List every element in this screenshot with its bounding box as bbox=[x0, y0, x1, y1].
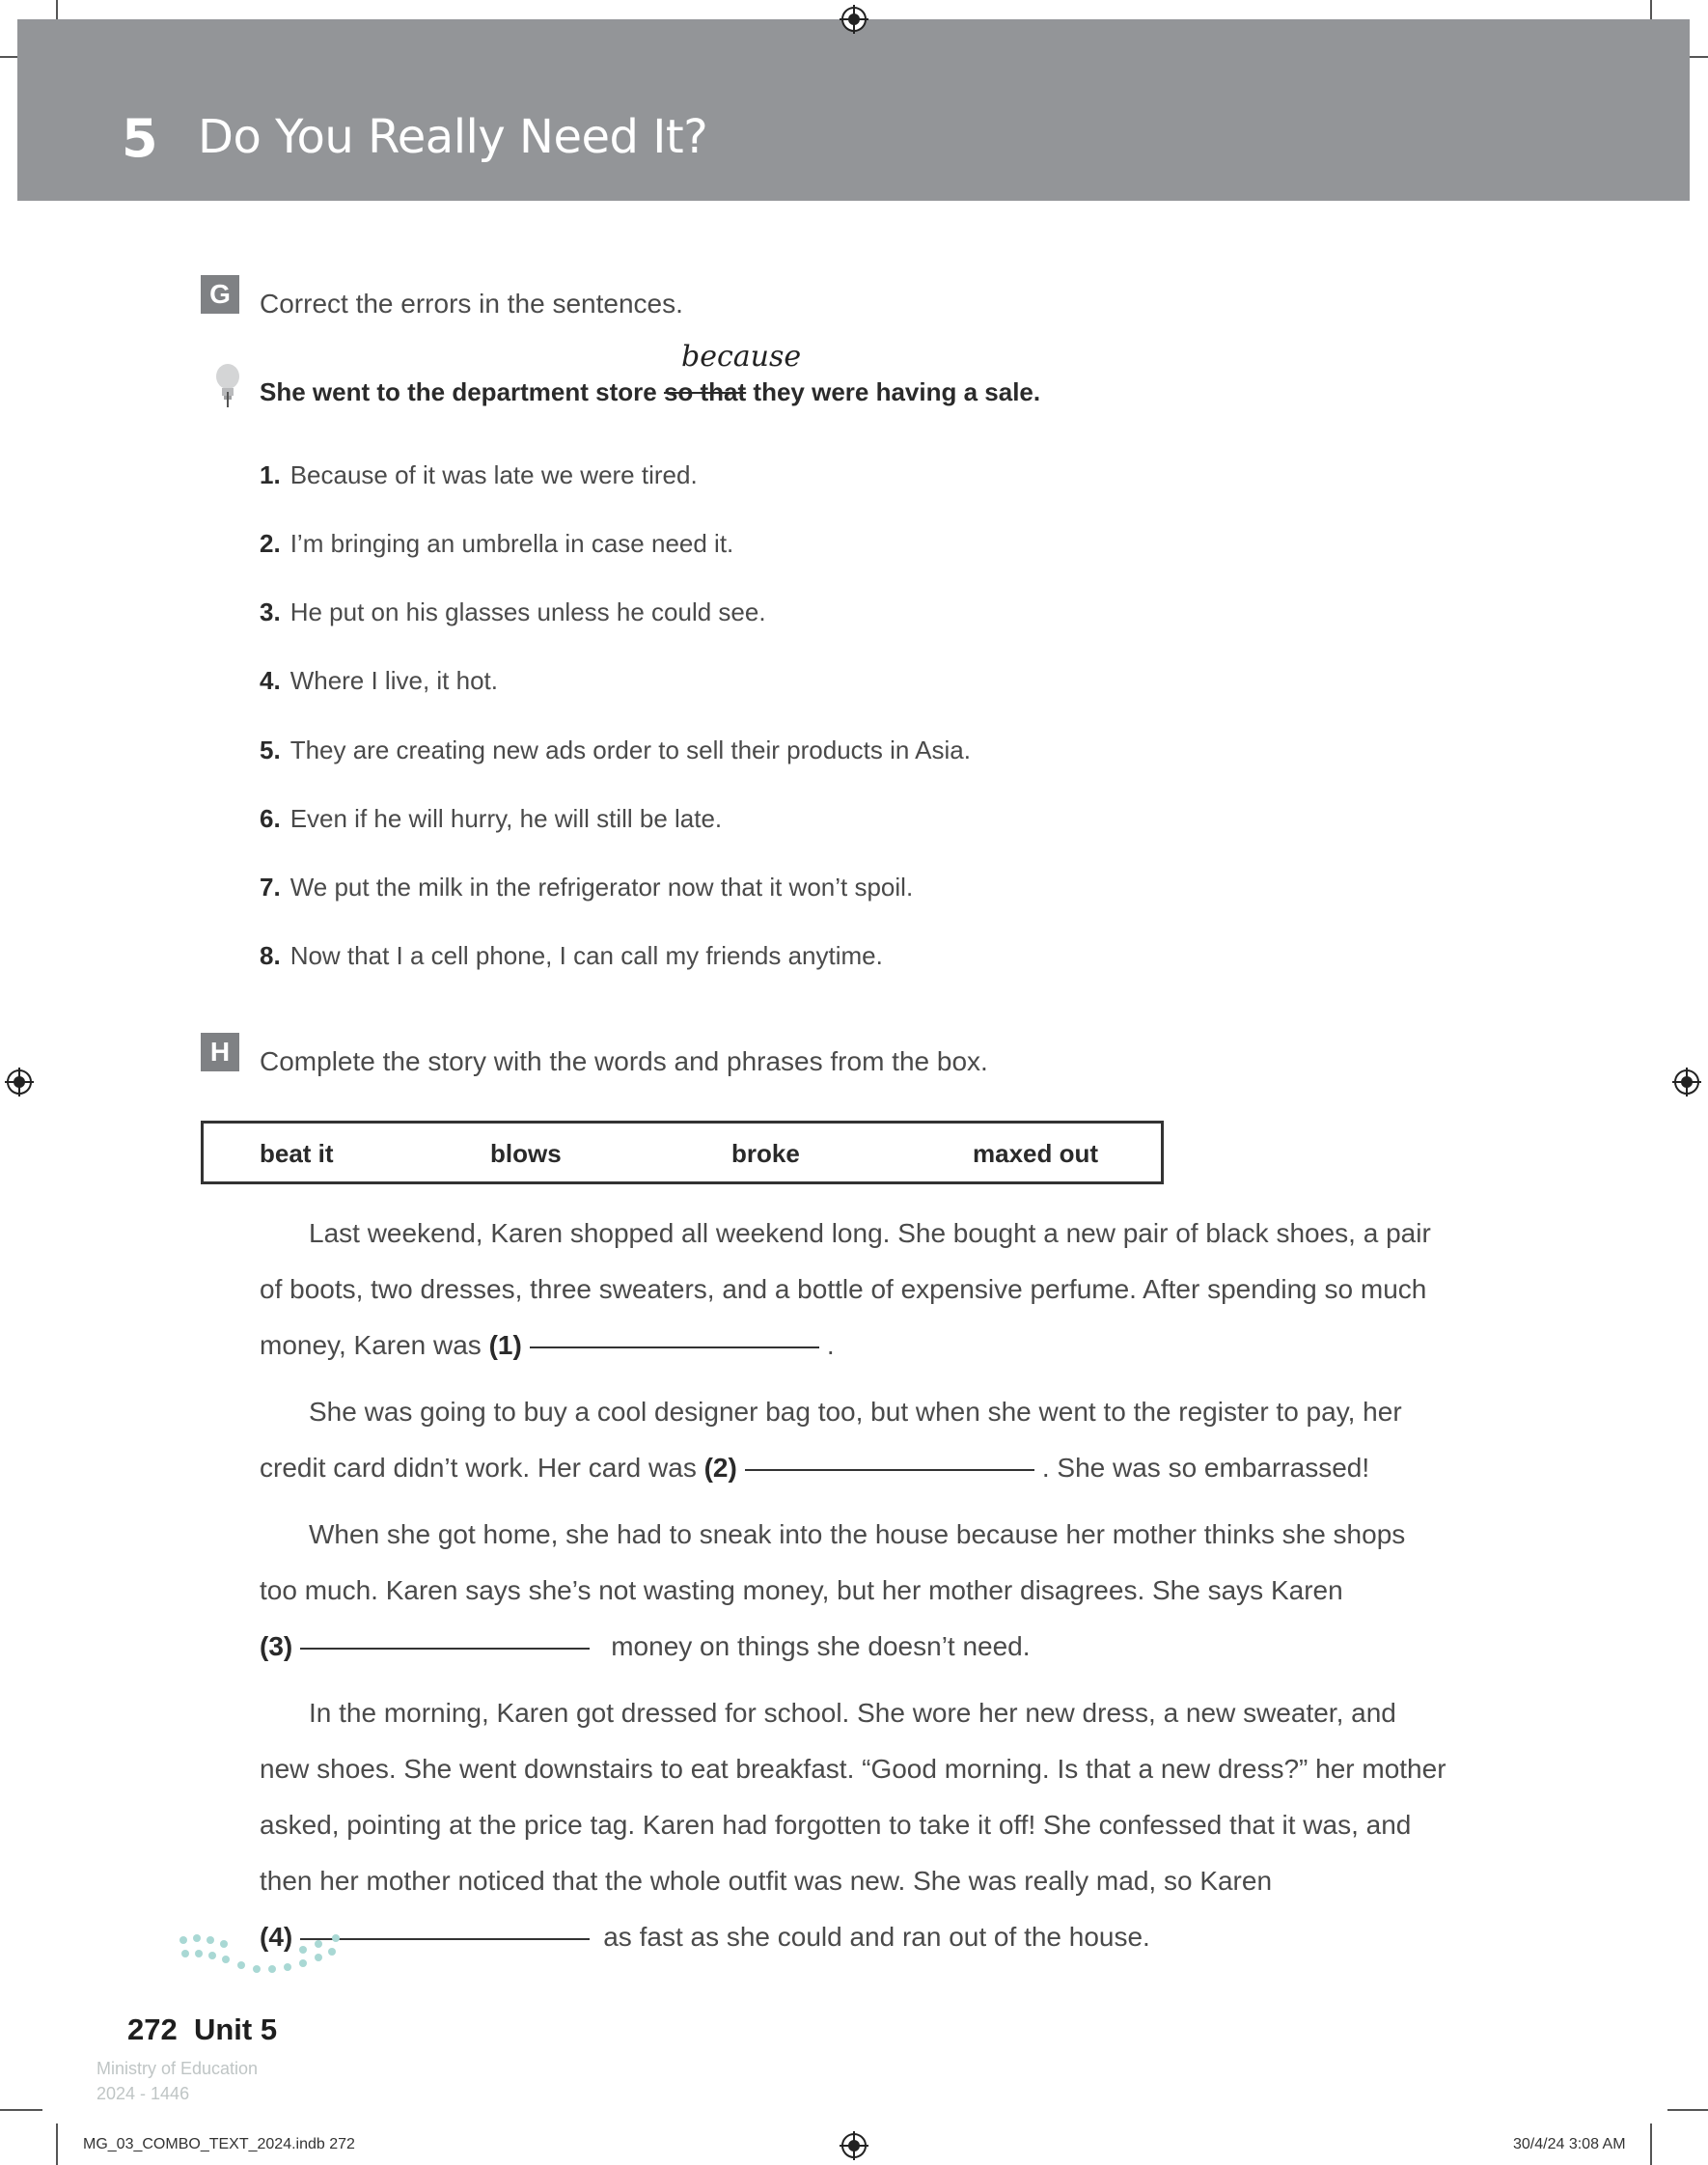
blank-label: (1) bbox=[488, 1330, 522, 1360]
blank-2-field[interactable] bbox=[745, 1468, 1034, 1471]
story-line: money, Karen was (1) . bbox=[260, 1330, 835, 1360]
print-slug-left: MG_03_COMBO_TEXT_2024.indb 272 bbox=[83, 2136, 355, 2152]
blank-label: (3) bbox=[260, 1631, 293, 1661]
list-item: 1. Because of it was late we were tired. bbox=[260, 460, 698, 489]
blank-3-field[interactable] bbox=[300, 1647, 590, 1650]
story-line: then her mother noticed that the whole outfit was new. She was really mad, so Karen bbox=[260, 1866, 1273, 1896]
story-line: Last weekend, Karen shopped all weekend long. She bought a new pair of black shoes, a pair bbox=[309, 1218, 1431, 1248]
word-box-item: beat it bbox=[260, 1139, 334, 1168]
ministry-logo-icon bbox=[174, 1930, 347, 1988]
blank-1-field[interactable] bbox=[530, 1346, 819, 1348]
crop-mark bbox=[1667, 2109, 1708, 2111]
crop-mark bbox=[56, 2123, 58, 2165]
story-line: credit card didn’t work. Her card was (2) . She was so embarrassed! bbox=[260, 1453, 1370, 1483]
example-struck-text: so that bbox=[663, 377, 747, 406]
list-item: 5. They are creating new ads order to sell their products in Asia. bbox=[260, 736, 971, 764]
story-line: (4) as fast as she could and ran out of the house. bbox=[260, 1922, 1150, 1952]
unit-number: 5 bbox=[122, 108, 158, 169]
print-slug-right: 30/4/24 3:08 AM bbox=[1513, 2136, 1626, 2152]
list-item: 3. He put on his glasses unless he could see. bbox=[260, 597, 766, 626]
registration-mark-icon bbox=[840, 5, 868, 34]
section-h-badge: H bbox=[201, 1033, 239, 1071]
page-number: 272 Unit 5 bbox=[127, 2012, 278, 2046]
story-line: When she got home, she had to sneak into the house because her mother thinks she shops bbox=[309, 1519, 1406, 1549]
story-line: of boots, two dresses, three sweaters, and a bottle of expensive perfume. After spending so much bbox=[260, 1274, 1427, 1304]
list-item: 7. We put the milk in the refrigerator now that it won’t spoil. bbox=[260, 873, 914, 902]
section-h-instruction: Complete the story with the words and phrases from the box. bbox=[260, 1046, 988, 1076]
example-correction: because bbox=[681, 340, 802, 374]
word-box-item: blows bbox=[490, 1139, 562, 1168]
word-box-item: broke bbox=[731, 1139, 800, 1168]
example-before: She went to the department store bbox=[260, 377, 664, 406]
registration-mark-icon bbox=[840, 2131, 868, 2160]
blank-label: (2) bbox=[703, 1453, 737, 1483]
section-g-badge: G bbox=[201, 275, 239, 314]
word-box-item: maxed out bbox=[973, 1139, 1099, 1168]
registration-mark-icon bbox=[5, 1068, 34, 1096]
list-item: 4. Where I live, it hot. bbox=[260, 666, 498, 695]
story-line: asked, pointing at the price tag. Karen had forgotten to take it off! She confessed that it was, and bbox=[260, 1810, 1412, 1840]
story-line: She was going to buy a cool designer bag too, but when she went to the register to pay, her bbox=[309, 1397, 1402, 1427]
registration-mark-icon bbox=[1672, 1068, 1701, 1096]
lightbulb-icon bbox=[214, 363, 241, 409]
crop-mark bbox=[0, 2109, 42, 2111]
blank-label: (4) bbox=[260, 1922, 293, 1952]
crop-mark bbox=[1650, 2123, 1652, 2165]
ministry-watermark: Ministry of Education 2024 - 1446 bbox=[96, 2059, 259, 2103]
example-after: they were having a sale. bbox=[746, 377, 1041, 406]
list-item: 8. Now that I a cell phone, I can call my friends anytime. bbox=[260, 941, 883, 970]
list-item: 6. Even if he will hurry, he will still be late. bbox=[260, 804, 723, 833]
story-line: (3) money on things she doesn’t need. bbox=[260, 1631, 1031, 1661]
list-item: 2. I’m bringing an umbrella in case need it. bbox=[260, 529, 734, 558]
page-title: Do You Really Need It? bbox=[198, 110, 708, 164]
story-line: new shoes. She went downstairs to eat breakfast. “Good morning. Is that a new dress?” her mother bbox=[260, 1754, 1446, 1784]
example-sentence bbox=[260, 377, 1040, 407]
story-line: too much. Karen says she’s not wasting money, but her mother disagrees. She says Karen bbox=[260, 1575, 1343, 1605]
story-line: In the morning, Karen got dressed for school. She wore her new dress, a new sweater, and bbox=[309, 1698, 1396, 1728]
section-g-instruction: Correct the errors in the sentences. bbox=[260, 289, 683, 319]
